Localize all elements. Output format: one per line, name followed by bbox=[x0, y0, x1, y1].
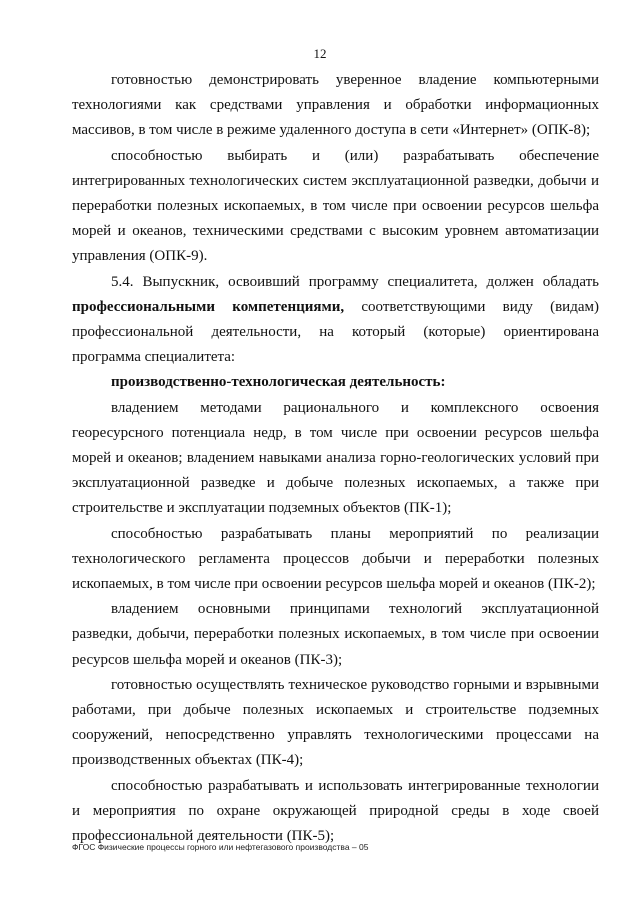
paragraph-pk-3: владением основными принципами технологий эксплуатационной разведки, добычи, переработки полезных ископаемых, в том числе при освоении ресурсов шельфа морей и океанов (ПК-3); bbox=[72, 601, 599, 668]
paragraph-opk-9: способностью выбирать и (или) разрабатывать обеспечение интегрированных технологических систем эксплуатационной разведки, добычи и переработки полезных ископаемых, в том числе при освоении ресурсов шельфа морей и океанов, техническими средствами с высоким уровнем автоматизации управления (ОПК-9). bbox=[72, 147, 599, 265]
paragraph-pk-1: владением методами рационального и комплексного освоения георесурсного потенциала недр, в том числе при освоении ресурсов шельфа морей и океанов; владением навыками анализа горно-геологических условий при эксплуатационной разведке и добыче полезных ископаемых, а также при строительстве и эксплуатации подземных объектов (ПК-1); bbox=[72, 399, 599, 517]
paragraph-5-4-tail: соответствующими виду (видам) профессиональной деятельности, на который (которые) ориентирована программа специалитета: bbox=[72, 298, 599, 366]
page-footer: ФГОС Физические процессы горного или нефтегазового производства – 05 bbox=[72, 842, 369, 852]
paragraph-pk-5: способностью разрабатывать и использовать интегрированные технологии и мероприятия по охране окружающей природной среды в ходе своей профессиональной деятельности (ПК-5); bbox=[72, 777, 599, 845]
section-subheading bbox=[72, 370, 599, 395]
paragraph-5-4 bbox=[72, 270, 599, 371]
paragraph-opk-8: готовностью демонстрировать уверенное владение компьютерными технологиями как средствами управления и обработки информационных массивов, в том числе в режиме удаленного доступа в сети «Интернет» (ОПК-8); bbox=[72, 72, 599, 139]
page-number: 12 bbox=[313, 46, 327, 61]
document-body bbox=[72, 68, 599, 849]
section-subheading-text: производственно-технологическая деятельность: bbox=[111, 374, 446, 391]
paragraph-5-4-bold: профессиональными компетенциями, bbox=[72, 298, 345, 315]
paragraph-pk-2: способностью разрабатывать планы мероприятий по реализации технологического регламента процессов добычи и переработки полезных ископаемых, в том числе при освоении ресурсов шельфа морей и океанов (ПК-2); bbox=[72, 525, 599, 593]
paragraph-5-4-lead: 5.4. Выпускник, освоивший программу специалитета, должен обладать bbox=[111, 273, 599, 290]
paragraph-pk-4: готовностью осуществлять техническое руководство горными и взрывными работами, при добыче полезных ископаемых и строительстве подземных сооружений, непосредственно управлять технологическими процессами на производственных объектах (ПК-4); bbox=[72, 676, 599, 769]
